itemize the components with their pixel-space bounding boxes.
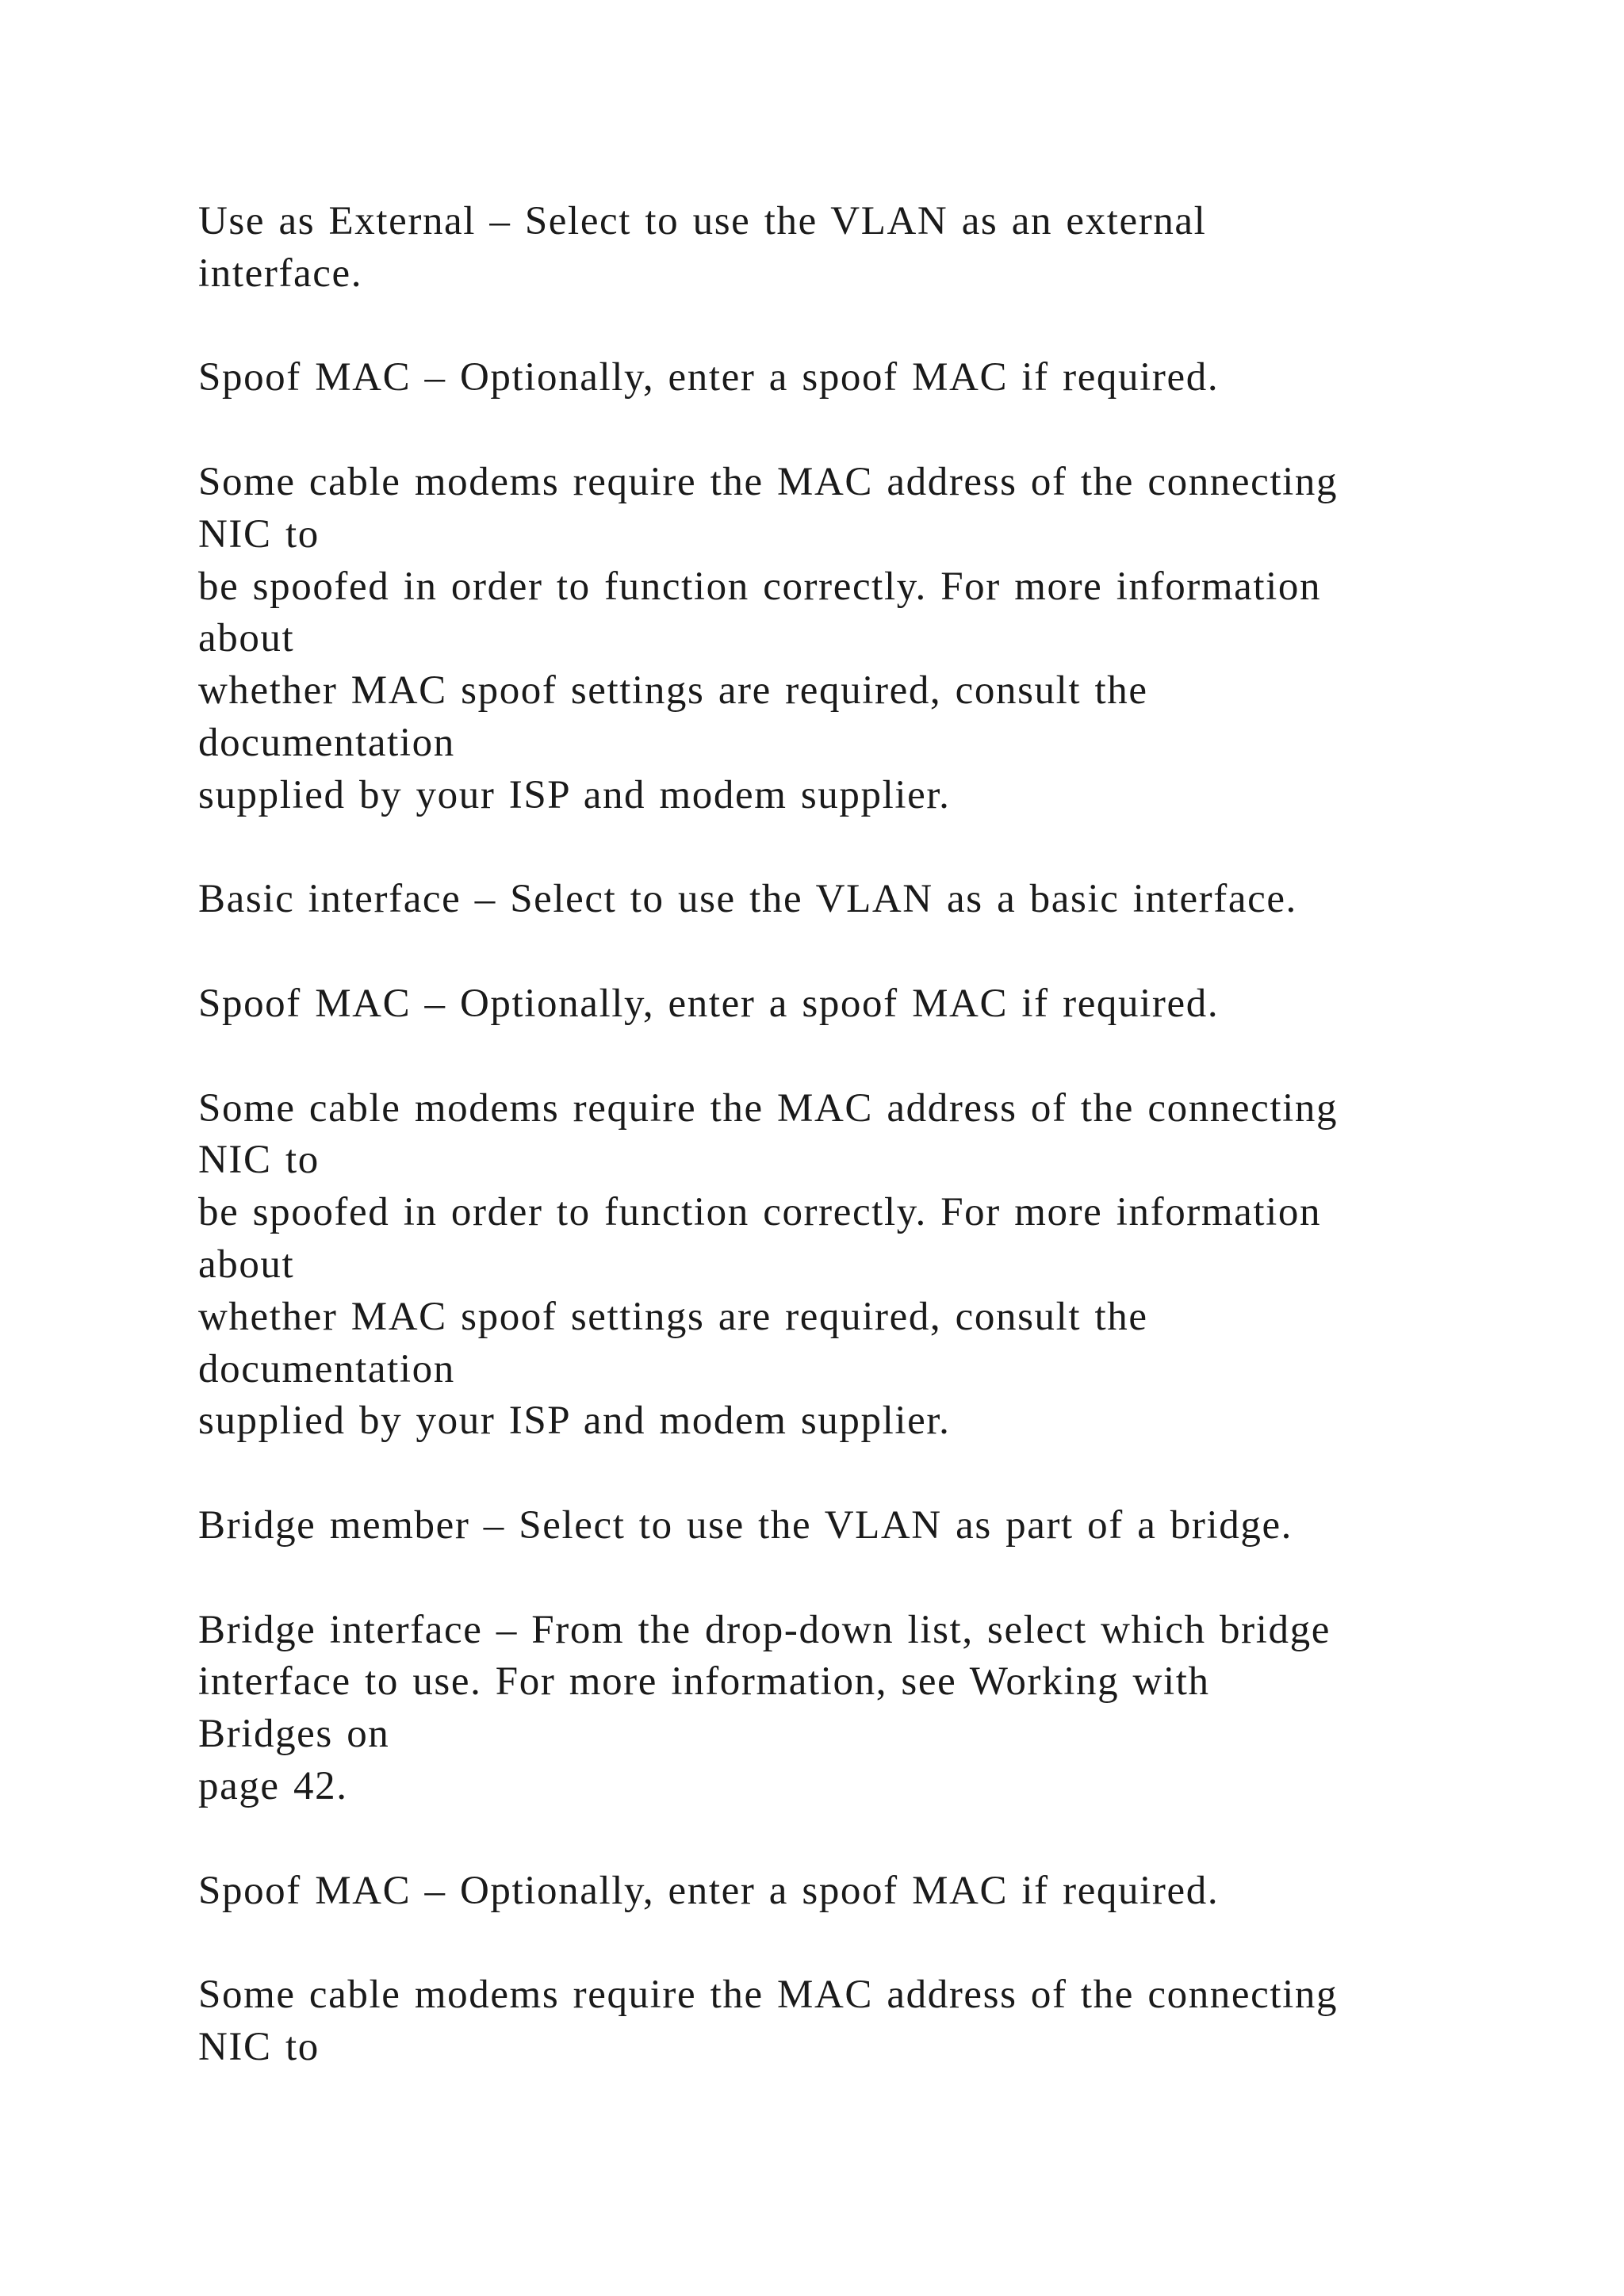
paragraph-gap: [198, 1917, 1499, 1969]
paragraph-gap: [198, 1448, 1499, 1500]
text-line: documentation: [198, 720, 455, 765]
text-line: Basic interface – Select to use the VLAN as a basic interface.: [198, 877, 1297, 922]
paragraph-gap: [198, 1813, 1499, 1866]
text-line: documentation: [198, 1346, 455, 1391]
text-line: Spoof MAC – Optionally, enter a spoof MAC if required.: [198, 981, 1220, 1026]
text-line: supplied by your ISP and modem supplier.: [198, 772, 951, 817]
paragraph-gap: [198, 1552, 1499, 1605]
text-line: about: [198, 1242, 295, 1287]
text-line: Some cable modems require the MAC address of the connecting: [198, 1085, 1339, 1131]
text-line: Some cable modems require the MAC address of the connecting: [198, 459, 1339, 504]
text-line: be spoofed in order to function correctly. For more information: [198, 1190, 1322, 1235]
text-line: whether MAC spoof settings are required, consult the: [198, 1294, 1148, 1339]
paragraph-gap: [198, 404, 1499, 457]
text-line: page 42.: [198, 1763, 348, 1808]
text-line: whether MAC spoof settings are required, consult the: [198, 668, 1148, 714]
text-line: interface.: [198, 251, 363, 296]
text-line: about: [198, 616, 295, 661]
text-line: be spoofed in order to function correctly. For more information: [198, 564, 1322, 609]
paragraph-gap: [198, 926, 1499, 978]
text-line: Spoof MAC – Optionally, enter a spoof MAC if required.: [198, 1868, 1220, 1913]
text-line: NIC to: [198, 2024, 320, 2069]
text-line: interface to use. For more information, see Working with: [198, 1659, 1210, 1705]
text-line: Some cable modems require the MAC address of the connecting: [198, 1973, 1339, 2018]
text-line: Spoof MAC – Optionally, enter a spoof MAC if required.: [198, 355, 1220, 400]
paragraph-gap: [198, 1031, 1499, 1083]
text-line: NIC to: [198, 1138, 320, 1183]
text-line: Bridges on: [198, 1712, 390, 1757]
text-line: Use as External – Select to use the VLAN as an external: [198, 199, 1207, 243]
paragraph-gap: [198, 300, 1499, 353]
text-line: Bridge member – Select to use the VLAN as part of a bridge.: [198, 1502, 1293, 1548]
text-line: supplied by your ISP and modem supplier.: [198, 1399, 951, 1444]
text-line: Bridge interface – From the drop-down list, select which bridge: [198, 1607, 1331, 1652]
text-line: NIC to: [198, 511, 320, 557]
document-body: [198, 196, 1499, 2074]
paragraph-gap: [198, 822, 1499, 874]
